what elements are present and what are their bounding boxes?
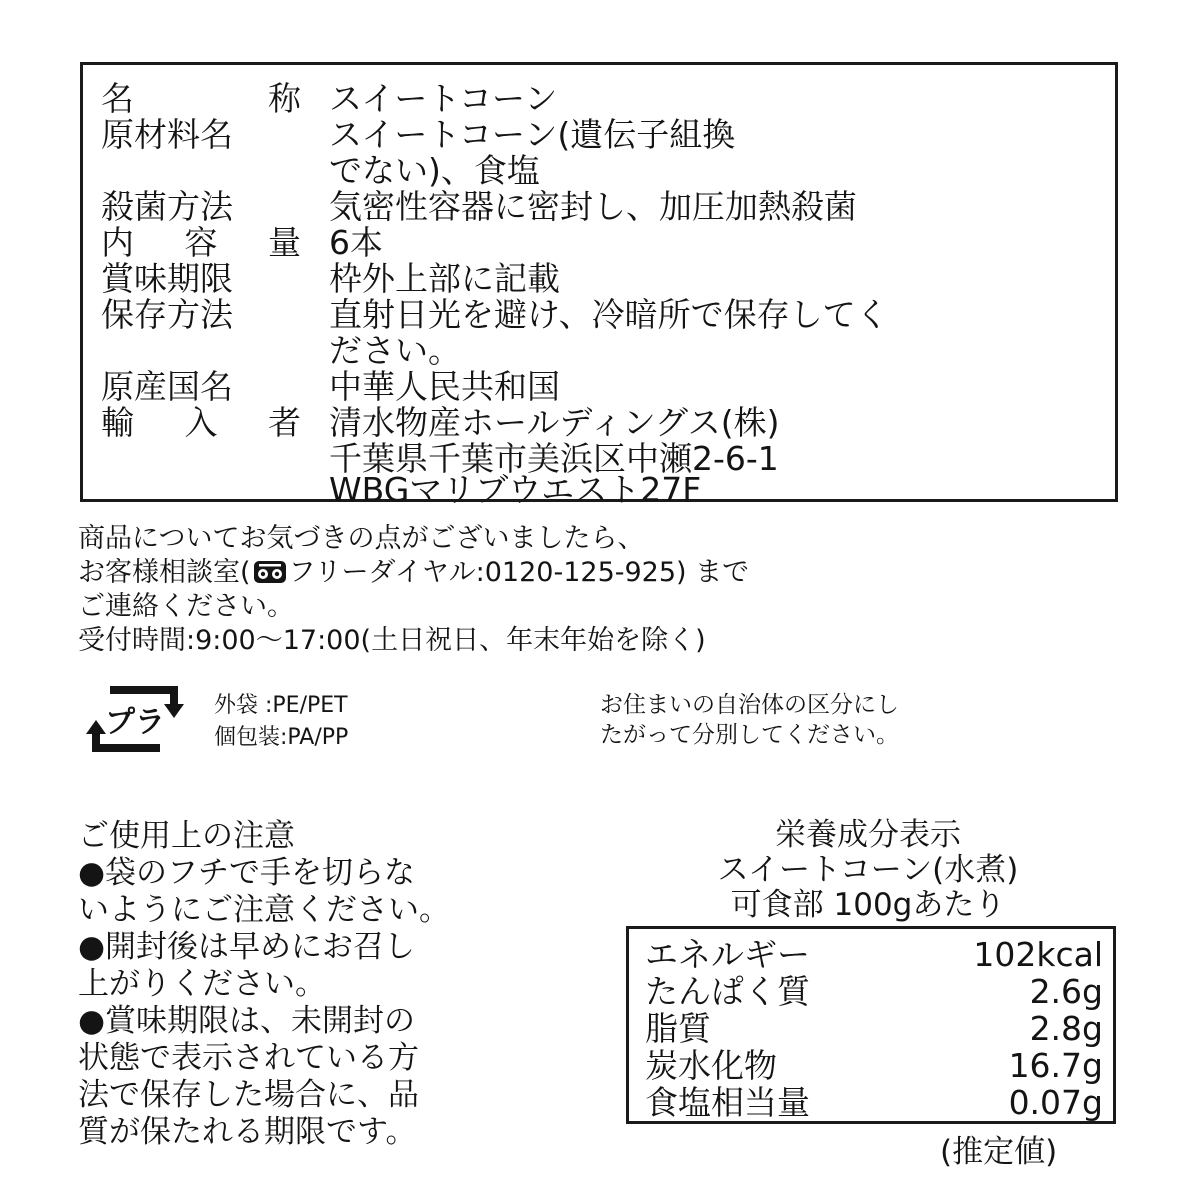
estimated-value-note: (推定値) (940, 1134, 1058, 1170)
label-key: 名 称 (101, 79, 301, 118)
sorting-note: お住まいの自治体の区分にし たがって分別してください。 (600, 692, 899, 748)
nutrition-table (626, 926, 1116, 1124)
label-key: 原産国名 (101, 367, 233, 406)
nutrition-row (645, 1085, 1103, 1121)
nutrient-value: 16.7g (1008, 1046, 1103, 1085)
label-value-continued: 千葉県千葉市美浜区中瀬2-6-1 (329, 439, 779, 478)
label-value: 直射日光を避け、冷暗所で保存してく (329, 295, 889, 334)
nutrition-title: 栄養成分表示 (775, 817, 961, 853)
caution-line: ●開封後は早めにお召し (78, 929, 416, 965)
label-key: 殺菌方法 (101, 187, 233, 226)
nutrition-row (645, 1011, 1103, 1047)
contact-line: お客様相談室( フリーダイヤル:0120-125-925) まで (78, 557, 750, 588)
nutrition-row (645, 937, 1103, 973)
label-key: 原材料名 (101, 115, 233, 154)
contact-line: 商品についてお気づきの点がございましたら、 (78, 523, 645, 554)
label-value: スイートコーン (329, 79, 558, 118)
packaging-materials (214, 690, 348, 754)
contact-line: ご連絡ください。 (78, 591, 294, 622)
caution-line: 上がりください。 (78, 966, 326, 1002)
caution-line: ●袋のフチで手を切らな (78, 855, 416, 891)
label-key: 保存方法 (101, 295, 233, 334)
label-value-continued: ださい。 (329, 331, 461, 370)
label-key: 輸 入 者 (101, 403, 301, 442)
label-value: 中華人民共和国 (329, 367, 560, 406)
nutrient-value: 0.07g (1008, 1083, 1103, 1122)
nutrition-header (626, 818, 1110, 923)
label-value-continued: WBGマリブウエスト27F (329, 470, 702, 509)
svg-text:プラ: プラ (105, 705, 165, 740)
food-label-box (80, 62, 1118, 509)
caution-line: ●賞味期限は、未開封の (78, 1003, 416, 1039)
inner-pack-material: 個包装:PA/PP (214, 725, 349, 750)
usage-cautions (78, 818, 450, 1151)
nutrient-name: 脂質 (645, 1009, 711, 1048)
nutrition-basis: 可食部 100gあたり (730, 887, 1006, 923)
label-value: スイートコーン(遺伝子組換 (329, 115, 736, 154)
caution-line: 状態で表示されている方 (78, 1040, 419, 1076)
label-value: 清水物産ホールディングス(株) (329, 403, 780, 442)
customer-contact (78, 522, 749, 658)
nutrition-subtitle: スイートコーン(水煮) (717, 852, 1019, 888)
label-value-continued: でない)、食塩 (329, 151, 540, 190)
nutrient-name: 食塩相当量 (645, 1083, 810, 1122)
label-value: 気密性容器に密封し、加圧加熱殺菌 (329, 187, 857, 226)
nutrient-name: たんぱく質 (645, 972, 810, 1011)
nutrition-row (645, 1048, 1103, 1084)
label-value: 6本 (329, 223, 383, 262)
label-value: 枠外上部に記載 (329, 259, 560, 298)
outer-bag-material: 外袋 :PE/PET (214, 693, 348, 718)
label-key: 賞味期限 (101, 259, 233, 298)
caution-line: 法で保存した場合に、品 (78, 1077, 419, 1113)
nutrient-name: 炭水化物 (645, 1046, 777, 1085)
nutrient-value: 2.8g (1029, 1009, 1103, 1048)
caution-title: ご使用上の注意 (78, 818, 295, 854)
nutrient-value: 2.6g (1029, 972, 1103, 1011)
nutrient-name: エネルギー (645, 935, 810, 974)
label-key: 内 容 量 (101, 223, 301, 262)
caution-line: 質が保たれる期限です。 (78, 1114, 417, 1150)
free-dial-icon (253, 560, 287, 584)
contact-hours: 受付時間:9:00〜17:00(土日祝日、年末年始を除く) (78, 625, 706, 656)
nutrition-row (645, 974, 1103, 1010)
nutrient-value: 102kcal (973, 935, 1103, 974)
caution-line: いようにご注意ください。 (78, 892, 450, 928)
plastic-recycle-mark-icon (80, 684, 190, 754)
